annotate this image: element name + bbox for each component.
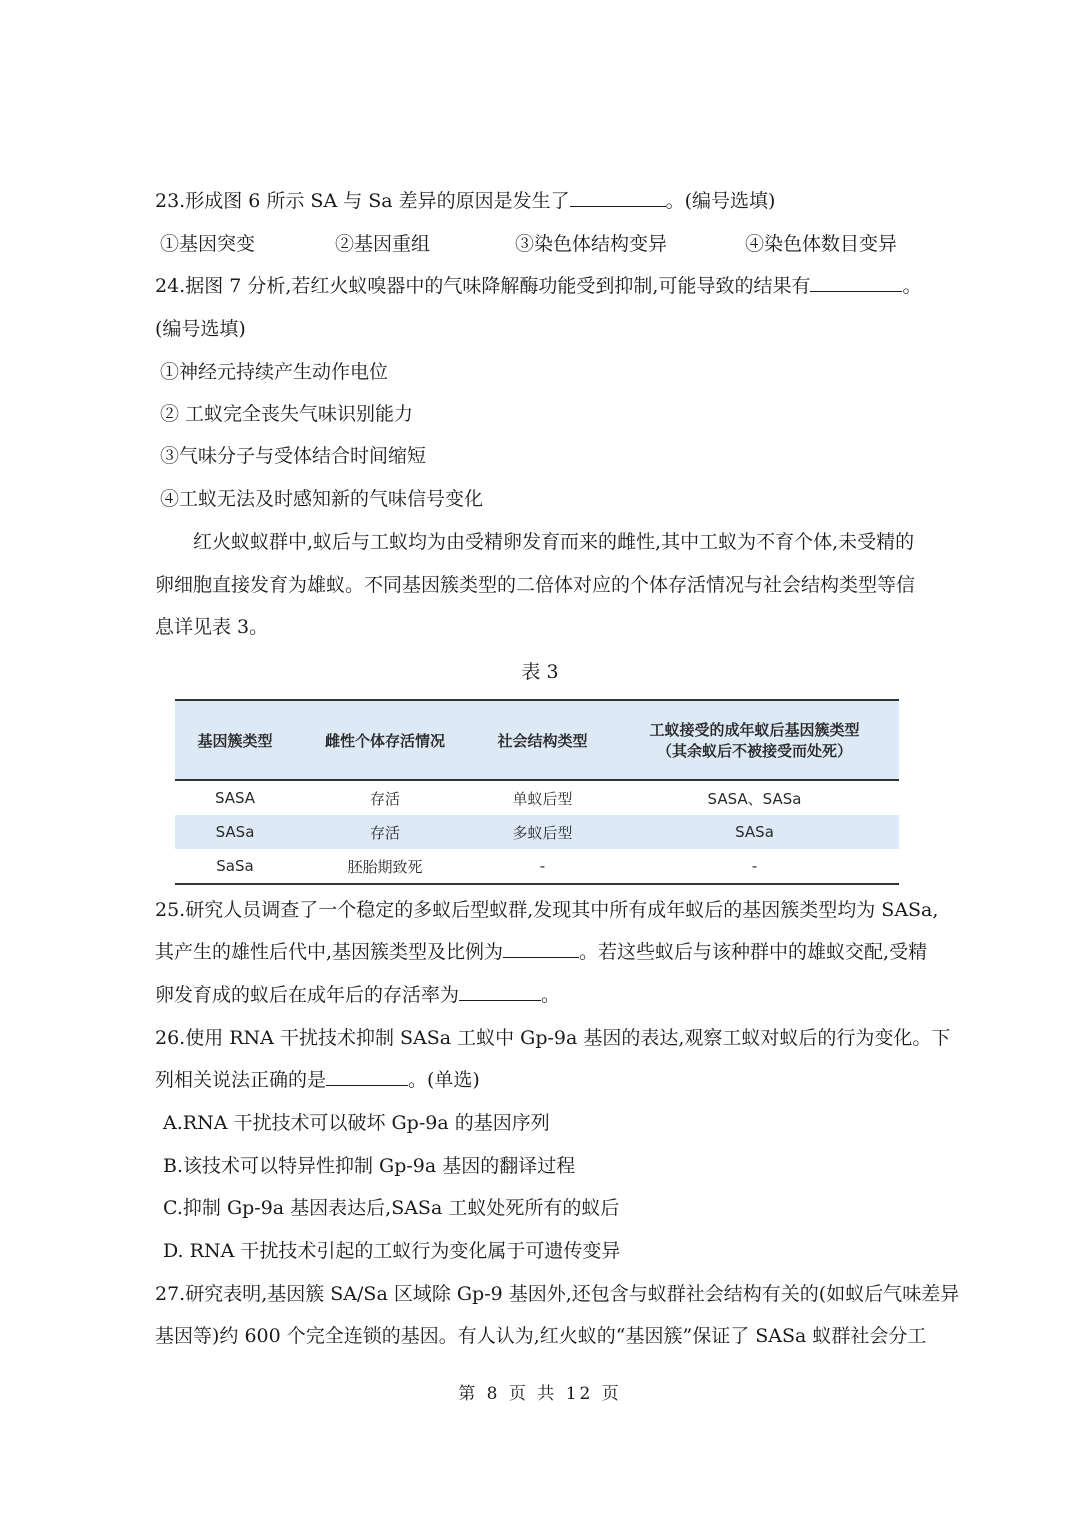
q23-suffix: 。(编号选填) bbox=[665, 190, 776, 212]
table-cell: 存活 bbox=[369, 823, 400, 842]
q23-option-3: ③染色体结构变异 bbox=[515, 233, 668, 255]
q23-option-2: ②基因重组 bbox=[335, 233, 431, 255]
table3-header-accepted bbox=[610, 700, 899, 780]
table3-header-accepted-line1: 工蚁接受的成年蚁后基因簇类型 bbox=[649, 721, 860, 739]
q27-line-2: 基因等)约 600 个完全连锁的基因。有人认为,红火蚁的“基因簇”保证了 SASa 蚁群社会分工 bbox=[155, 1325, 927, 1347]
table-row bbox=[175, 815, 899, 849]
table3-header-row bbox=[175, 700, 899, 780]
table3-header-accepted-line2: （其余蚁后不被接受而处死） bbox=[656, 742, 852, 760]
table3 bbox=[175, 699, 899, 885]
intro-line-1: 红火蚁蚁群中,蚁后与工蚁均为由受精卵发育而来的雌性,其中工蚁为不育个体,未受精的 bbox=[193, 531, 915, 553]
page-footer: 第 8 页 共 12 页 bbox=[458, 1384, 622, 1404]
q25-line-2 bbox=[155, 939, 927, 965]
q24-suffix: 。 bbox=[902, 275, 922, 297]
q25-answer-blank-1[interactable] bbox=[503, 939, 579, 958]
q25-line-1: 25.研究人员调查了一个稳定的多蚁后型蚁群,发现其中所有成年蚁后的基因簇类型均为 SASa, bbox=[155, 899, 939, 921]
q26-line2-b: 。(单选) bbox=[408, 1069, 480, 1091]
table-cell: 胚胎期致死 bbox=[347, 857, 423, 876]
q24-option-3: ③气味分子与受体结合时间缩短 bbox=[160, 445, 427, 467]
table-cell: SASa bbox=[215, 823, 255, 841]
q24-stem-text: 24.据图 7 分析,若红火蚁嗅器中的气味降解酶功能受到抑制,可能导致的结果有 bbox=[155, 275, 811, 297]
q25-line3-a: 卵发育成的蚁后在成年后的存活率为 bbox=[155, 984, 460, 1006]
q25-line-3 bbox=[155, 982, 560, 1008]
q25-line2-b: 。若这些蚁后与该种群中的雄蚁交配,受精 bbox=[579, 941, 928, 963]
intro-line-2: 卵细胞直接发育为雄蚁。不同基因簇类型的二倍体对应的个体存活情况与社会结构类型等信 bbox=[155, 574, 916, 596]
table-cell: 存活 bbox=[369, 789, 400, 808]
table3-header-cluster: 基因簇类型 bbox=[197, 731, 273, 750]
q23-options bbox=[160, 231, 920, 257]
table-cell: SASa bbox=[735, 823, 774, 841]
q24-answer-blank[interactable] bbox=[810, 273, 902, 292]
q24-option-2: ② 工蚁完全丧失气味识别能力 bbox=[160, 403, 414, 425]
q23-option-4: ④染色体数目变异 bbox=[745, 233, 898, 255]
q26-line2-a: 列相关说法正确的是 bbox=[155, 1069, 327, 1091]
q24-note: (编号选填) bbox=[155, 318, 246, 340]
table-cell: - bbox=[539, 857, 546, 875]
table-cell: 多蚁后型 bbox=[512, 823, 573, 842]
table-row bbox=[175, 849, 899, 884]
q23-stem-text: 23.形成图 6 所示 SA 与 Sa 差异的原因是发生了 bbox=[155, 190, 570, 212]
q26-line-1: 26.使用 RNA 干扰技术抑制 SASa 工蚁中 Gp-9a 基因的表达,观察工蚁对蚁后的行为变化。下 bbox=[155, 1027, 951, 1049]
q26-option-b: B.该技术可以特异性抑制 Gp-9a 基因的翻译过程 bbox=[163, 1155, 576, 1177]
q26-option-d: D. RNA 干扰技术引起的工蚁行为变化属于可遗传变异 bbox=[163, 1240, 621, 1262]
q26-line-2 bbox=[155, 1067, 480, 1093]
q26-option-c: C.抑制 Gp-9a 基因表达后,SASa 工蚁处死所有的蚁后 bbox=[163, 1197, 620, 1219]
q26-answer-blank[interactable] bbox=[326, 1067, 408, 1086]
table3-caption: 表 3 bbox=[521, 661, 559, 683]
table-cell: 单蚁后型 bbox=[512, 789, 573, 808]
q25-line2-a: 其产生的雄性后代中,基因簇类型及比例为 bbox=[155, 941, 504, 963]
q26-option-a: A.RNA 干扰技术可以破坏 Gp-9a 的基因序列 bbox=[163, 1112, 550, 1134]
q24-option-4: ④工蚁无法及时感知新的气味信号变化 bbox=[160, 488, 484, 510]
table3-header-social: 社会结构类型 bbox=[497, 731, 588, 750]
table-cell: SASA、SASa bbox=[707, 789, 802, 808]
intro-line-3: 息详见表 3。 bbox=[155, 616, 269, 638]
q23-option-1: ①基因突变 bbox=[160, 233, 256, 255]
q23-answer-blank[interactable] bbox=[570, 188, 666, 207]
table3-header-survival: 雌性个体存活情况 bbox=[324, 731, 445, 750]
q25-line3-b: 。 bbox=[541, 984, 561, 1006]
q24-option-1: ①神经元持续产生动作电位 bbox=[160, 361, 389, 383]
table-cell: SASA bbox=[214, 789, 256, 807]
q27-line-1: 27.研究表明,基因簇 SA/Sa 区域除 Gp-9 基因外,还包含与蚁群社会结构有关的(如蚁后气味差异 bbox=[155, 1283, 960, 1305]
table-row bbox=[175, 780, 899, 815]
q25-answer-blank-2[interactable] bbox=[459, 982, 541, 1001]
q24-stem bbox=[155, 273, 921, 299]
table-cell: SaSa bbox=[216, 857, 254, 875]
q23-stem bbox=[155, 188, 775, 214]
table-cell: - bbox=[751, 857, 758, 875]
